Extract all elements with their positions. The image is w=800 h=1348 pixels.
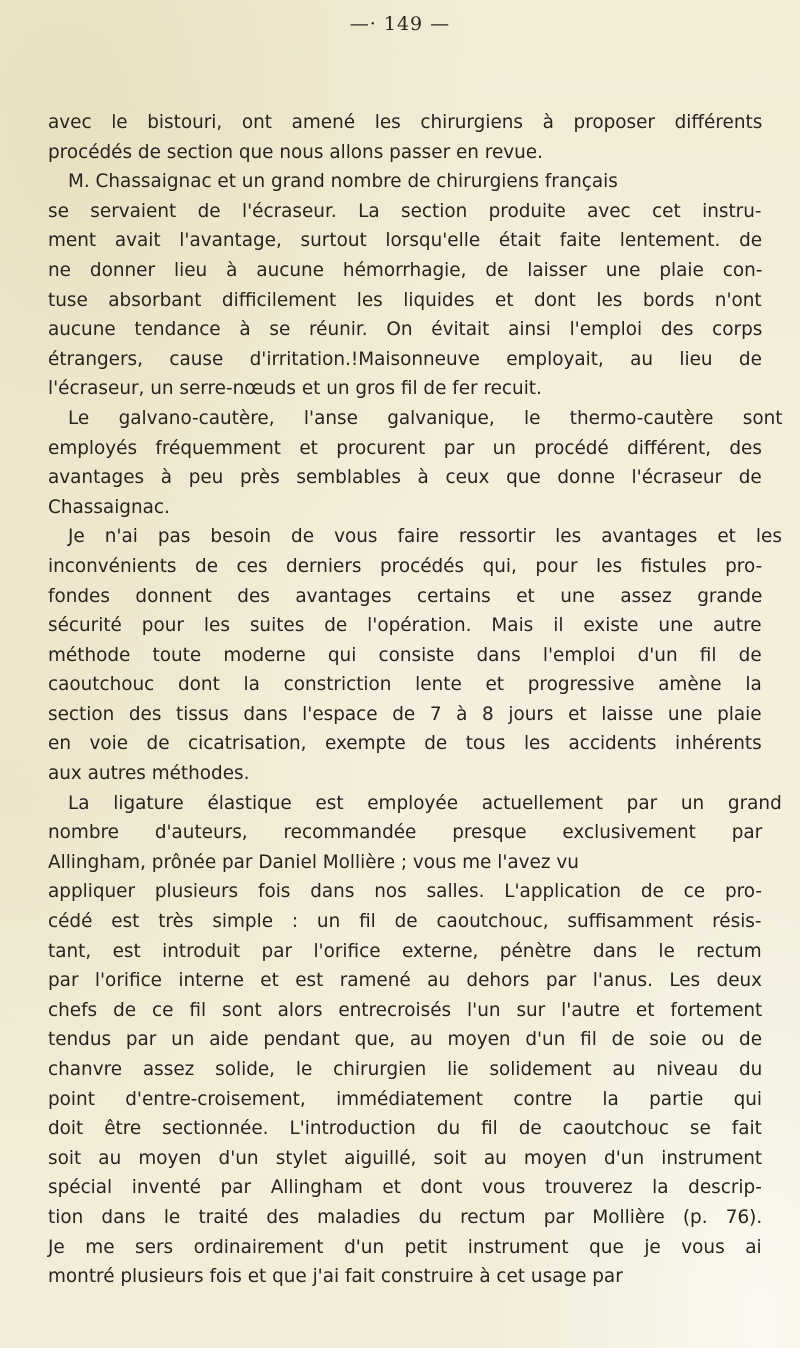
text-line: Je me sers ordinairement d'un petit instrument que je vous ai (48, 1236, 762, 1258)
text-line: l'écraseur, un serre-nœuds et un gros fil de fer recuit. (48, 378, 542, 400)
text-line: Chassaignac. (48, 496, 170, 518)
text-line: Je n'ai pas besoin de vous faire ressortir les avantages et les (68, 526, 782, 548)
text-line: ment avait l'avantage, surtout lorsqu'elle était faite lentement. de (48, 230, 763, 252)
text-line: chefs de ce fil sont alors entrecroisés l'un sur l'autre et fortement (48, 999, 763, 1021)
text-line: étrangers, cause d'irritation.!Maisonneuve employait, au lieu de (48, 348, 762, 370)
text-line: tuse absorbant difficilement les liquides et dont les bords n'ont (48, 289, 762, 311)
text-line: soit au moyen d'un stylet aiguillé, soit au moyen d'un instrument (48, 1147, 763, 1169)
text-line: employés fréquemment et procurent par un procédé différent, des (48, 437, 762, 459)
text-line: chanvre assez solide, le chirurgien lie solidement au niveau du (48, 1059, 763, 1080)
text-line: section des tissus dans l'espace de 7 à 8 jours et laisse une plaie (48, 703, 762, 725)
text-line: La ligature élastique est employée actuellement par un grand (68, 792, 782, 814)
text-line: Le galvano-cautère, l'anse galvanique, le thermo-cautère sont (68, 407, 783, 429)
text-line: inconvénients de ces derniers procédés qui, pour les fistules pro- (48, 555, 763, 577)
text-line: tendus par un aide pendant que, au moyen d'un fil de soie ou de (48, 1029, 763, 1051)
text-line: caoutchouc dont la constriction lente et progressive amène la (48, 674, 762, 696)
text-line: méthode toute moderne qui consiste dans l'emploi d'un fil de (48, 644, 762, 666)
body-text (48, 108, 783, 1292)
text-line: aux autres méthodes. (48, 763, 250, 785)
text-line: doit être sectionnée. L'introduction du fil de caoutchouc se fait (48, 1118, 762, 1140)
text-line: procédés de section que nous allons passer en revue. (48, 141, 543, 163)
text-line: nombre d'auteurs, recommandée presque exclusivement par (48, 822, 763, 844)
text-line: point d'entre-croisement, immédiatement contre la partie qui (48, 1088, 763, 1110)
text-line: tion dans le traité des maladies du rectum par Mollière (p. 76). (48, 1206, 763, 1228)
text-line: tant, est introduit par l'orifice externe, pénètre dans le rectum (48, 940, 762, 962)
text-line: cédé est très simple : un fil de caoutchouc, suffisamment résis- (48, 911, 762, 933)
text-line: avec le bistouri, ont amené les chirurgiens à proposer différents (48, 112, 763, 133)
page-number: —· 149 — (349, 13, 451, 35)
text-line: spécial inventé par Allingham et dont vous trouverez la descrip- (48, 1177, 762, 1199)
text-line: en voie de cicatrisation, exempte de tous les accidents inhérents (48, 733, 762, 755)
text-line: par l'orifice interne et est ramené au dehors par l'anus. Les deux (48, 970, 763, 992)
text-line: sécurité pour les suites de l'opération. Mais il existe une autre (48, 615, 762, 637)
text-line: Allingham, prônée par Daniel Mollière ; vous me l'avez vu (48, 851, 579, 873)
text-line: M. Chassaignac et un grand nombre de chirurgiens français (68, 171, 618, 193)
text-line: ne donner lieu à aucune hémorrhagie, de laisser une plaie con- (48, 259, 763, 281)
text-line: fondes donnent des avantages certains et une assez grande (48, 585, 763, 607)
text-line: avantages à peu près semblables à ceux que donne l'écraseur de (48, 467, 762, 489)
text-line: montré plusieurs fois et que j'ai fait construire à cet usage par (48, 1266, 623, 1288)
text-line: aucune tendance à se réunir. On évitait ainsi l'emploi des corps (48, 319, 763, 341)
text-line: se servaient de l'écraseur. La section produite avec cet instru- (48, 200, 762, 222)
text-line: appliquer plusieurs fois dans nos salles. L'application de ce pro- (48, 881, 763, 903)
